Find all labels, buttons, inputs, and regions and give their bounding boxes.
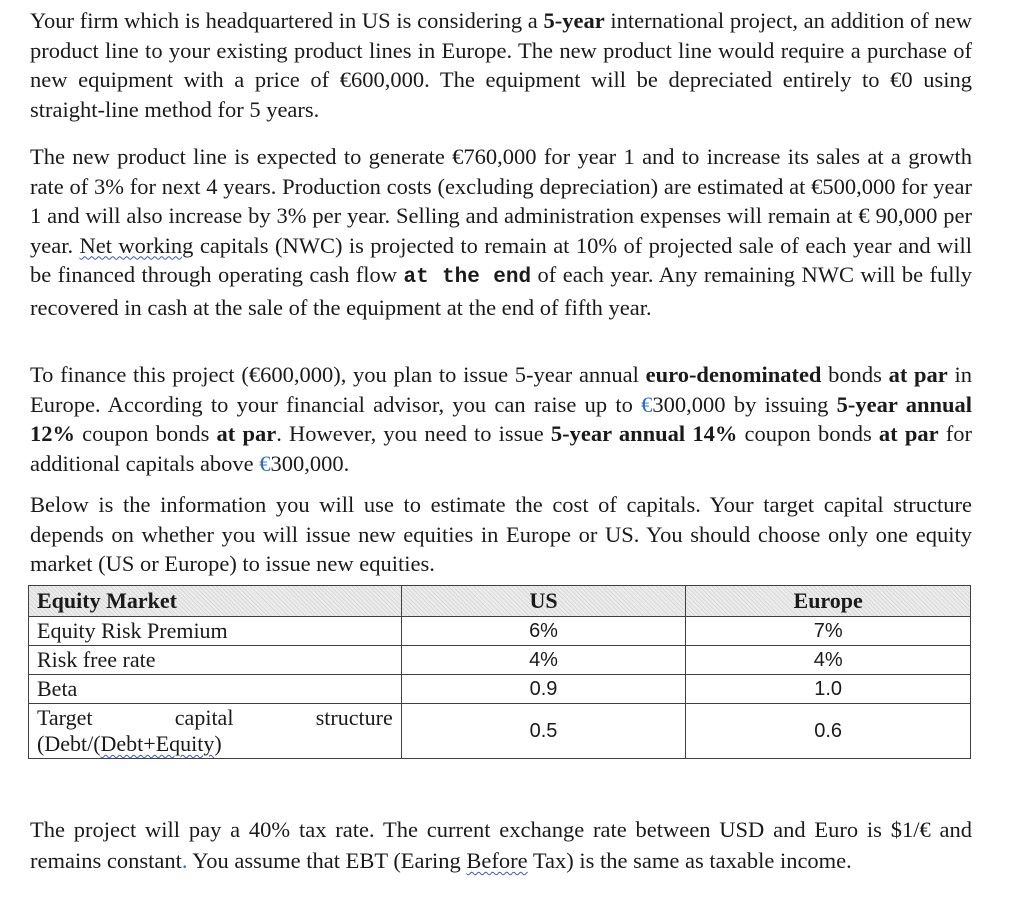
- label-line-2: [37, 731, 393, 757]
- text: in Europe. According to your financial advisor, you can raise up to: [30, 362, 972, 417]
- text: The project will pay a 40% tax rate. The current exchange rate between USD and Euro is $1/€ and remains constant: [30, 817, 972, 873]
- column-header: Europe: [686, 586, 971, 617]
- cell-europe: 1.0: [686, 675, 971, 704]
- bold-text: at the end: [403, 266, 532, 289]
- row-label-target-capital-structure: [29, 704, 402, 759]
- text: coupon bonds: [737, 421, 879, 446]
- bold-text: euro-denominated: [645, 362, 822, 387]
- bold-text: at par: [888, 362, 948, 387]
- equity-market-table: [28, 585, 971, 759]
- text: of each year. Any remaining NWC will be fully recovered in cash at the sale of the equipment at the end of fifth year.: [30, 262, 972, 320]
- text: international project, an addition of new product line to your existing product lines in Europe. The new product line would require a purchase of new equipment with a price of €600,000. The equipment will be depreciated entirely to €0 using straight-line method for 5 years.: [30, 8, 972, 122]
- text: Target: [37, 705, 93, 730]
- bold-text: 5-year annual 14%: [550, 421, 738, 446]
- row-label: Beta: [29, 675, 402, 704]
- text: The new product line is expected to generate €760,000 for year 1 and to increase its sales at a growth rate of 3% for next 4 years. Production costs (excluding depreciation) are estimated at €500,000 for year 1 and will also increase by 3% per year. Selling and administration expenses will remain at € 90,000 per year.: [30, 144, 972, 258]
- text: structure: [315, 705, 393, 730]
- label-line-1: [37, 705, 393, 731]
- bold-text: at par: [216, 421, 277, 446]
- text: coupon bonds: [75, 421, 217, 446]
- row-label: Equity Risk Premium: [29, 617, 402, 646]
- text: bonds: [821, 362, 889, 387]
- text: .: [181, 848, 188, 873]
- paragraph-cost-of-capital: Below is the information you will use to estimate the cost of capitals. Your target capital structure depends on whether you will issue new equities in Europe or US. You should choose only one equity market (US or Europe) to issue new equities.: [30, 492, 972, 576]
- paragraph-project-intro: [30, 6, 972, 124]
- text: capitals (NWC) is projected to remain at 10% of projected sale of each year and will be financed through operating cash flow: [30, 232, 972, 287]
- paragraph-tax: [30, 814, 972, 876]
- bold-text: 5-year annual 12%: [30, 391, 972, 446]
- euro-symbol: €: [259, 450, 271, 476]
- column-header: US: [401, 586, 686, 617]
- text: Your firm which is headquartered in US is considering a: [30, 8, 544, 33]
- cell-europe: 7%: [686, 617, 971, 646]
- text: 300,000.: [270, 450, 350, 476]
- paragraph-financing: [30, 360, 972, 478]
- row-label: Risk free rate: [29, 646, 402, 675]
- bold-text: 5-year: [543, 8, 605, 33]
- cell-us: 0.5: [401, 704, 686, 759]
- text: (Debt/(: [37, 731, 101, 756]
- column-header: Equity Market: [29, 586, 402, 617]
- paragraph-sales-costs: [30, 142, 972, 322]
- table-row: [29, 675, 971, 704]
- cell-us: 4%: [401, 646, 686, 675]
- text: You assume that EBT (Earing: [187, 848, 467, 873]
- table-row: [29, 646, 971, 675]
- text: To finance this project (€600,000), you plan to issue 5-year annual: [30, 362, 646, 387]
- cell-europe: 0.6: [686, 704, 971, 759]
- text: capital: [174, 705, 234, 730]
- spellcheck-underlined-text: Debt+Equity: [100, 731, 215, 756]
- text: ): [214, 731, 222, 756]
- cell-us: 6%: [401, 617, 686, 646]
- text: for additional capitals above: [30, 421, 972, 476]
- spellcheck-underlined-text: Net working: [79, 232, 194, 258]
- spellcheck-underlined-text: Before: [466, 848, 528, 873]
- table-header-row: [29, 586, 971, 617]
- cell-us: 0.9: [401, 675, 686, 704]
- cell-europe: 4%: [686, 646, 971, 675]
- euro-symbol: €: [641, 391, 653, 417]
- table-row: [29, 617, 971, 646]
- text: . However, you need to issue: [276, 421, 551, 446]
- text: 300,000 by issuing: [652, 391, 837, 417]
- table-row: [29, 704, 971, 759]
- text: Tax) is the same as taxable income.: [527, 848, 852, 873]
- bold-text: at par: [878, 421, 939, 446]
